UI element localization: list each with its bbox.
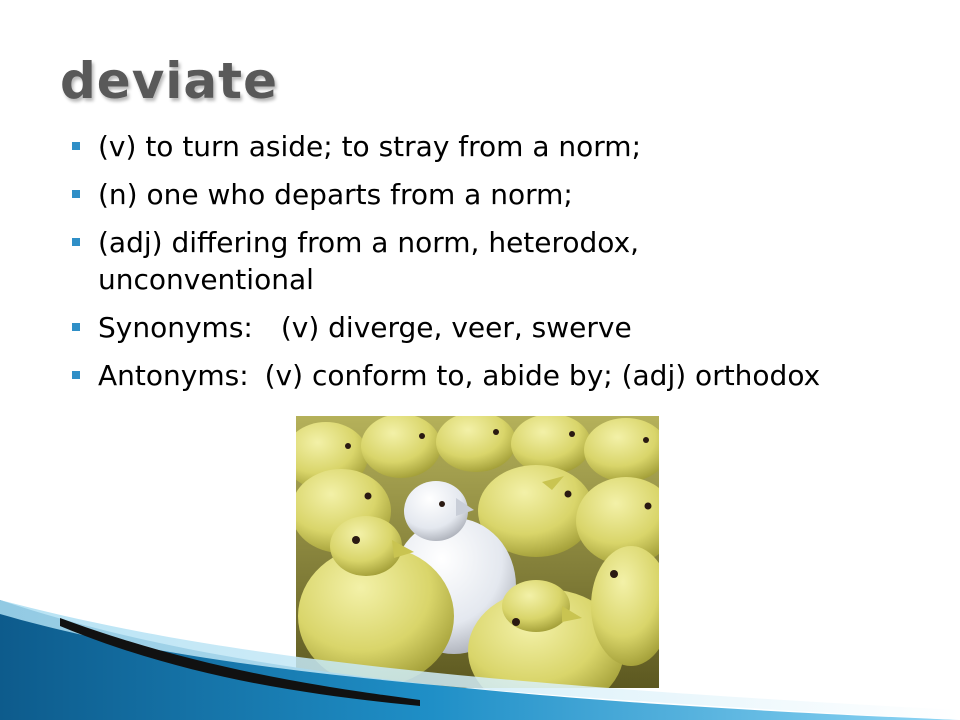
decorative-swoosh	[0, 570, 960, 720]
slide-title: deviate	[60, 52, 278, 110]
bullet-text: (adj) differing from a norm, heterodox, unconventional	[98, 226, 640, 296]
bullet-marker-icon	[72, 371, 80, 379]
bullet-text: (v) to turn aside; to stray from a norm;	[98, 130, 642, 163]
bullet-marker-icon	[72, 142, 80, 150]
bullet-text: (n) one who departs from a norm;	[98, 178, 573, 211]
bullet-definition-adjective	[70, 224, 850, 298]
bullet-list	[70, 128, 850, 405]
bullet-definition-verb	[70, 128, 850, 165]
bullet-antonyms	[70, 357, 850, 394]
synonyms-label: Synonyms:	[98, 311, 253, 344]
bullet-synonyms	[70, 309, 850, 346]
antonyms-text: (v) conform to, abide by; (adj) orthodox	[264, 359, 821, 392]
bullet-marker-icon	[72, 190, 80, 198]
bullet-marker-icon	[72, 323, 80, 331]
bullet-marker-icon	[72, 238, 80, 246]
bullet-definition-noun	[70, 176, 850, 213]
antonyms-label: Antonyms:	[98, 359, 249, 392]
synonyms-text: (v) diverge, veer, swerve	[280, 311, 632, 344]
